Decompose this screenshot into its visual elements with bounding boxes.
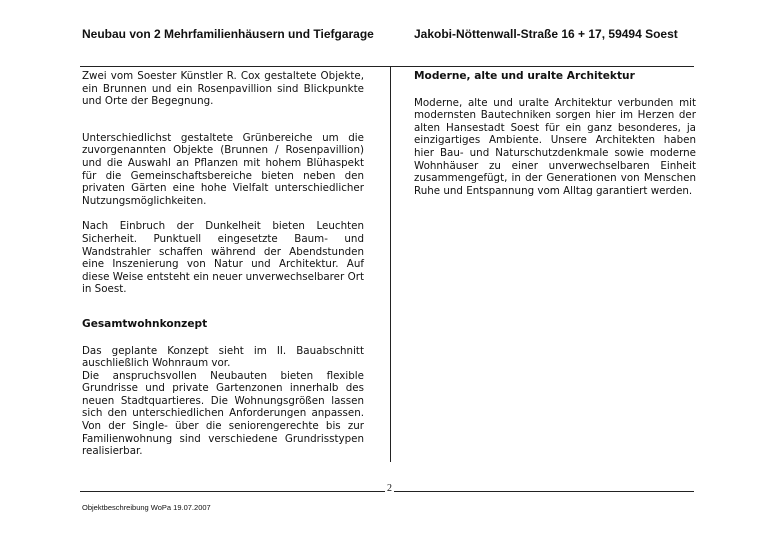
header-project-title: Neubau von 2 Mehrfamilienhäusern und Tiefgarage — [82, 27, 374, 41]
paragraph-lighting: Nach Einbruch der Dunkelheit bieten Leuchten Sicherheit. Punktuell eingesetzte Baum- und Wandstrahler schaffen während der Abendstunden eine Inszenierung von Natur und Architektur. Auf diese Weise entsteht ein neuer unverwechselbarer Ort in Soest. — [82, 220, 364, 296]
paragraph-floorplans: Die anspruchsvollen Neubauten bieten flexible Grundrisse und private Gartenzonen innerhalb des neuen Stadtquartieres. Die Wohnungsgrößen lassen sich den unterschiedlichen Anforderungen anpassen. Von der Single- über die seniorengerechte bis zur Familienwohnung sind verschiedene Grundrisstypen realisierbar. — [82, 369, 364, 458]
top-rule — [80, 66, 694, 67]
heading-architecture: Moderne, alte und uralte Architektur — [414, 70, 635, 82]
header-address: Jakobi-Nöttenwall-Straße 16 + 17, 59494 Soest — [414, 27, 678, 41]
heading-gesamtwohnkonzept: Gesamtwohnkonzept — [82, 317, 208, 330]
paragraph-green-areas: Unterschiedlichst gestaltete Grünbereiche um die zuvorgenannten Objekte (Brunnen / Rosenpavillion) und die Auswahl an Pflanzen mit hohem Blühaspekt für die Gemeinschaftsbereiche bieten neben den privaten Gärten eine hohe Vielfalt unterschiedlicher Nutzungsmöglichkeiten. — [82, 131, 364, 207]
page-number: 2 — [387, 483, 392, 494]
column-divider — [390, 66, 391, 462]
footer-doc-info: Objektbeschreibung WoPa 19.07.2007 — [82, 503, 211, 512]
paragraph-architecture: Moderne, alte und uralte Architektur verbunden mit modernsten Bautechniken sorgen hier im Herzen der alten Hansestadt Soest für ein ganz besonderes, ja einzigartiges Ambiente. Unsere Architekten haben hier Bau- und Naturschutzdenkmale sowie moderne Wohnhäuser zu einer unverwechselbaren Einheit zusammengefügt, in der Generationen von Menschen Ruhe und Entspannung vom Alltag garantiert werden. — [414, 96, 696, 197]
right-column — [414, 70, 696, 197]
paragraph-art-objects: Zwei vom Soester Künstler R. Cox gestaltete Objekte, ein Brunnen und ein Rosenpavillion sind Blickpunkte und Orte der Begegnung. — [82, 70, 364, 108]
left-column — [82, 70, 364, 458]
paragraph-concept: Das geplante Konzept sieht im II. Bauabschnitt auschließlich Wohnraum vor. — [82, 344, 364, 370]
